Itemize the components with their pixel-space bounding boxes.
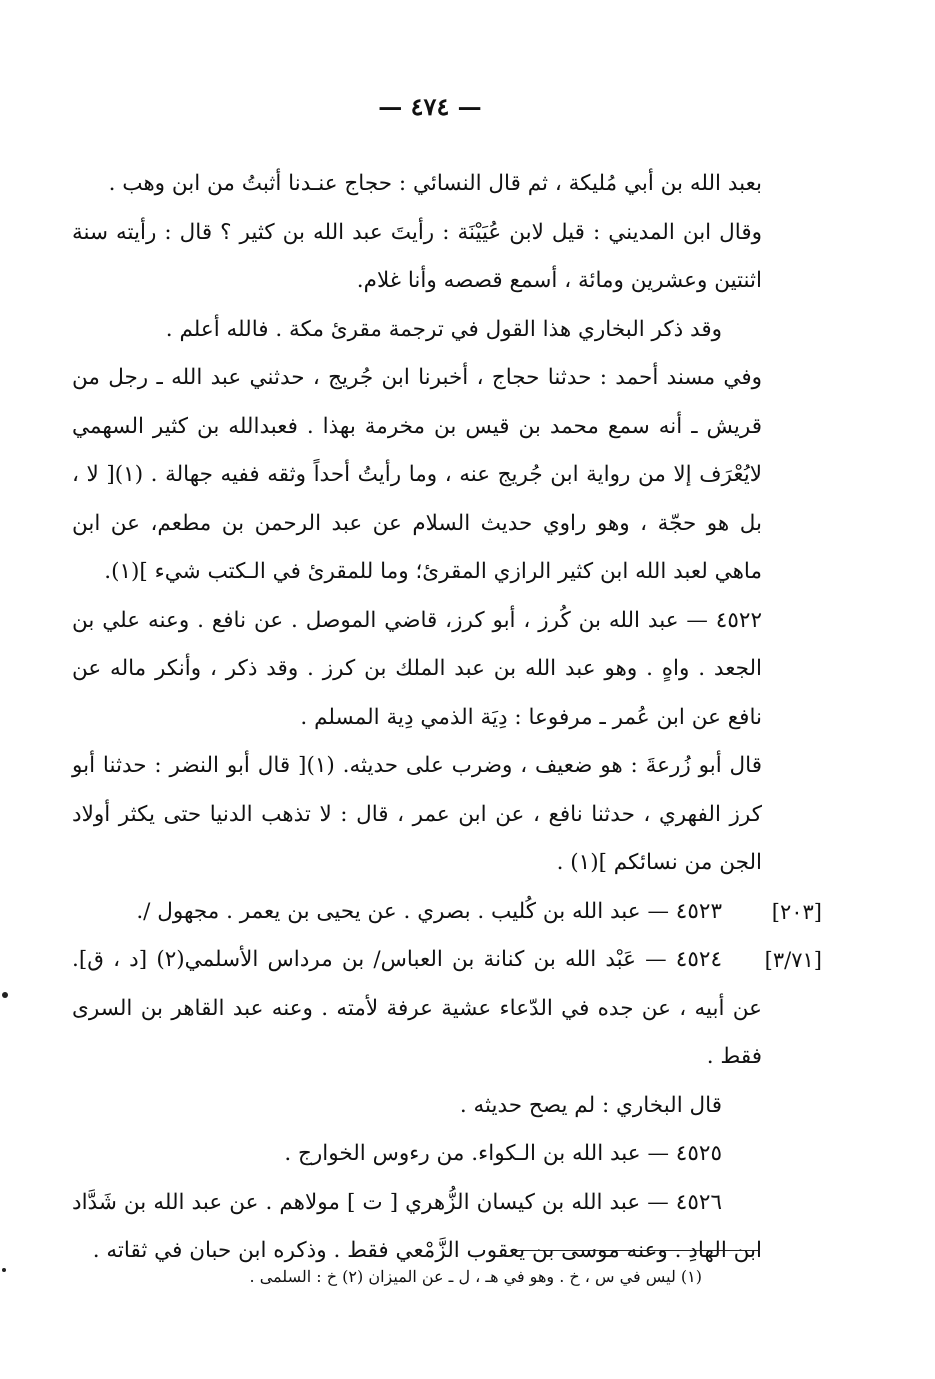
main-text <box>72 160 822 1276</box>
entry-4522: ٤٥٢٢ — عبد الله بن كُرز ، أبو كرز، قاضي الموصل . عن نافع . وعنه علي بن الجعد . واهٍ . وهو عبد الله بن عبد الملك بن كرز . وقد ذكر ، وأنكر ماله عن نافع عن ابن عُمر ـ مرفوعا : دِيَة الذمي دِية المسلم . <box>72 607 762 730</box>
entry-4526: ٤٥٢٦ — عبد الله بن كيسان الزُّهري [ ت ] مولاهم . عن عبد الله بن شَدَّاد ابن الهادِ . وعنه موسى بن يعقوب الزَّمْعي فقط . وذكره ابن حبان في ثقاته . <box>72 1189 762 1263</box>
margin-reference: [٣/٧١] <box>764 948 822 972</box>
paragraph-4: وفي مسند أحمد : حدثنا حجاج ، أخبرنا ابن جُريج ، حدثني عبد الله ـ رجل من قريش ـ أنه سمع محمد بن قيس بن مخرمة بهذا . فعبدالله بن كثير السهمي لايُعْرَف إلا من رواية ابن جُريج عنه ، وما رأيتُ أحداً وثقه ففيه جهالة . (١)[ لا ، بل هو حجّة ، وهو راوي حديث السلام عن عبد الرحمن بن مطعم، عن ابن ماهي لعبد الله ابن كثير الرازي المقرئ؛ وما للمقرئ في الـكتب شيء ](١). <box>72 365 762 584</box>
entry-4525: ٤٥٢٥ — عبد الله بن الـكواء. من رءوس الخوارج . <box>284 1141 722 1166</box>
margin-reference: [٢٠٣] <box>771 899 822 924</box>
entry-4523-block <box>72 888 822 937</box>
footnote-divider <box>515 1250 760 1251</box>
bukhari-note: قال البخاري : لم يصح حديثه . <box>459 1092 722 1118</box>
footnote: (١) ليس في س ، خ . وهو في هـ ، ل ـ عن الميزان (٢) خ : السلمى . <box>249 1267 702 1286</box>
page-number: — ٤٧٤ — <box>378 92 482 121</box>
entry-4525-block <box>72 1130 762 1179</box>
entry-4523: ٤٥٢٣ — عبد الله بن كُليب . بصري . عن يحيى بن يعمر . مجهول /. <box>136 898 722 924</box>
entry-4526-block <box>72 1179 762 1276</box>
paragraph-1: بعبد الله بن أبي مُليكة ، ثم قال النسائي : حجاج عنـدنا أثبتُ من ابن وهب . <box>108 171 762 196</box>
paragraph-abu-zura: قال أبو زُرعةَ : هو ضعيف ، وضرب على حديثه. (١)[ قال أبو النضر : حدثنا أبو كرز الفهري ، حدثنا نافع ، عن ابن عمر ، قال : لا تذهب الدنيا حتى يكثر أولاد الجن من نسائكم ](١) . <box>72 753 762 875</box>
entry-4524: ٤٥٢٤ — عَبْد الله بن كنانة بن العباس/ بن مرداس الأسلمي(٢) [د ، ق]. عن أبيه ، عن جده في الدّعاء عشية عرفة لأمته . وعنه عبد القاهر بن السرى فقط . <box>72 947 762 1069</box>
scan-speck <box>2 992 8 998</box>
entry-4524-block <box>72 936 822 1082</box>
scan-speck <box>2 1268 6 1272</box>
paragraph-3: وقد ذكر البخاري هذا القول في ترجمة مقرئ مكة . فالله أعلم . <box>165 316 722 342</box>
paragraph-2: وقال ابن المديني : قيل لابن عُيَيْنَة : رأيتَ عبد الله بن كثير ؟ قال : رأيته سنة اثنتين وعشرين ومائة ، أسمع قصصه وأنا غلام. <box>72 219 762 293</box>
bukhari-note-block <box>72 1082 762 1131</box>
